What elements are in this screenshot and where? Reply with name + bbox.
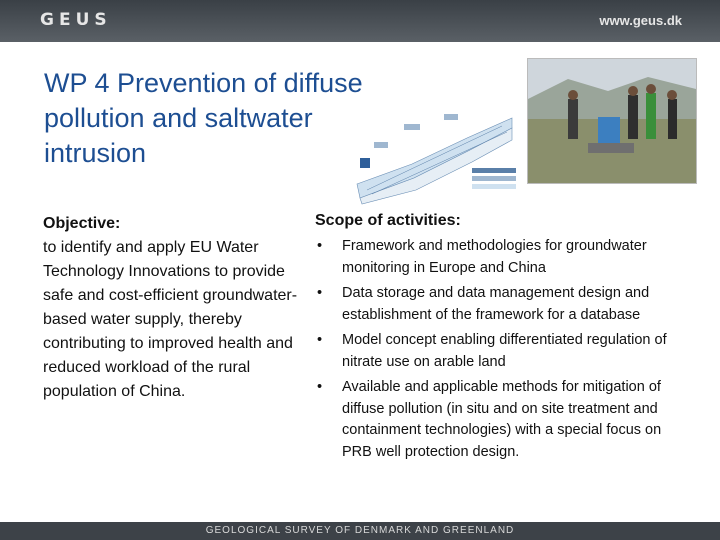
scope-item-text: Model concept enabling differentiated regulation of nitrate use on arable land <box>342 332 667 370</box>
bullet-icon: • <box>317 238 323 254</box>
scope-item <box>315 283 690 326</box>
scope-heading: Scope of activities: <box>315 212 461 229</box>
footer-bar: GEOLOGICAL SURVEY OF DENMARK AND GREENLAND <box>0 522 720 540</box>
slide-title: WP 4 Prevention of diffuse pollution and saltwater intrusion <box>44 68 363 169</box>
scope-item <box>315 236 690 279</box>
bullet-icon: • <box>317 379 323 395</box>
objective-text: to identify and apply EU Water Technology Innovations to provide safe and cost-efficient groundwater-based water supply, thereby contributing to improved health and reduced workload of the rural population of China. <box>43 239 298 400</box>
bullet-icon: • <box>317 332 323 348</box>
bullet-icon: • <box>317 285 323 301</box>
scope-item <box>315 330 690 373</box>
scope-block <box>315 212 690 467</box>
scope-item-text: Available and applicable methods for mitigation of diffuse pollution (in situ and on site treatment and containment technologies) with a special focus on PRB well protection design. <box>342 379 662 460</box>
objective-block <box>43 212 305 404</box>
groundwater-diagram <box>352 106 522 206</box>
header-bar <box>0 0 720 42</box>
website-url: www.geus.dk <box>599 13 682 28</box>
geus-logo: GEUS <box>40 10 112 30</box>
objective-heading: Objective: <box>43 215 121 232</box>
scope-list <box>315 236 690 463</box>
field-photo <box>527 58 697 184</box>
scope-item <box>315 377 690 463</box>
scope-item-text: Data storage and data management design and establishment of the framework for a database <box>342 285 650 323</box>
scope-item-text: Framework and methodologies for groundwater monitoring in Europe and China <box>342 238 647 276</box>
